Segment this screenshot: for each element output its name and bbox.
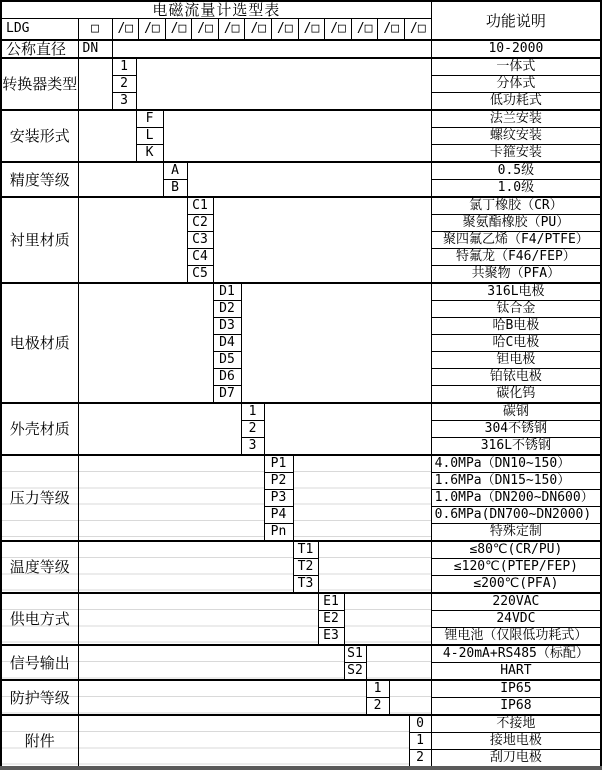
model-slot: /□ xyxy=(219,19,246,39)
option-code-cell: E2 xyxy=(318,611,344,628)
spacer-cell xyxy=(78,110,136,162)
spacer-cell xyxy=(112,40,431,58)
option-code-cell: 1 xyxy=(112,58,136,76)
option-code-cell: D1 xyxy=(213,283,241,301)
option-desc-cell: 0.5级 xyxy=(431,162,601,180)
model-slot: /□ xyxy=(192,19,219,39)
spacer-cell xyxy=(78,680,366,715)
option-code-cell: D6 xyxy=(213,369,241,386)
option-code-cell: 1 xyxy=(241,403,264,421)
option-desc-cell: 4-20mA+RS485（标配） xyxy=(431,645,601,663)
option-desc-cell: 316L电极 xyxy=(431,283,601,301)
option-code-cell: K xyxy=(136,145,163,163)
spacer-cell xyxy=(344,593,431,645)
spacer-cell xyxy=(78,58,112,110)
option-code-cell: 2 xyxy=(112,76,136,93)
option-code-cell: Pn xyxy=(264,524,293,542)
option-code-cell: C2 xyxy=(187,215,213,232)
spacer-cell xyxy=(78,455,264,541)
model-slot: /□ xyxy=(245,19,272,39)
spacer-cell xyxy=(78,541,293,593)
option-code-cell: C3 xyxy=(187,232,213,249)
option-code-cell: D4 xyxy=(213,335,241,352)
option-desc-cell: 铂铱电极 xyxy=(431,369,601,386)
option-desc-cell: 螺纹安装 xyxy=(431,128,601,145)
option-desc-cell: 锂电池（仅限低功耗式） xyxy=(431,628,601,646)
option-code-cell: 2 xyxy=(409,750,431,769)
spacer-cell xyxy=(366,645,431,680)
option-desc-cell: 220VAC xyxy=(431,593,601,611)
option-desc-cell: 卡箍安装 xyxy=(431,145,601,163)
option-desc-cell: IP68 xyxy=(431,698,601,716)
model-prefix: LDG xyxy=(1,19,78,41)
option-desc-cell: 特殊定制 xyxy=(431,524,601,542)
option-desc-cell: 低功耗式 xyxy=(431,93,601,111)
spacer-cell xyxy=(318,541,431,593)
option-desc-cell: IP65 xyxy=(431,680,601,698)
section-label: 转换器类型 xyxy=(1,58,78,110)
option-desc-cell: 304不锈钢 xyxy=(431,421,601,438)
option-desc-cell: 一体式 xyxy=(431,58,601,76)
section-label: 防护等级 xyxy=(1,680,78,715)
option-code-cell: P2 xyxy=(264,473,293,490)
model-slot: /□ xyxy=(139,19,166,39)
option-code-cell: B xyxy=(163,180,187,198)
option-code-cell: E3 xyxy=(318,628,344,646)
option-desc-cell: 1.6MPa（DN15~150） xyxy=(431,473,601,490)
option-code-cell: 3 xyxy=(241,438,264,456)
option-code-cell: C4 xyxy=(187,249,213,266)
model-slot: /□ xyxy=(325,19,352,39)
section-label: 供电方式 xyxy=(1,593,78,645)
option-code-cell: E1 xyxy=(318,593,344,611)
option-code-cell: 2 xyxy=(366,698,389,716)
option-code-cell: T1 xyxy=(293,541,318,559)
option-code-cell: 3 xyxy=(112,93,136,111)
model-slot: /□ xyxy=(113,19,140,39)
option-desc-cell: ≤120℃(PTEP/FEP) xyxy=(431,559,601,576)
option-code-cell: D3 xyxy=(213,318,241,335)
option-desc-cell: 4.0MPa（DN10~150） xyxy=(431,455,601,473)
spacer-cell xyxy=(389,680,431,715)
spacer-cell xyxy=(213,197,431,283)
spacer-cell xyxy=(78,593,318,645)
spacer-cell xyxy=(78,645,344,680)
option-code-cell: 1 xyxy=(409,733,431,750)
option-code-cell: D2 xyxy=(213,301,241,318)
option-desc-cell: 1.0级 xyxy=(431,180,601,198)
option-desc-cell: 特氟龙（F46/FEP） xyxy=(431,249,601,266)
model-first-box: □ xyxy=(78,19,112,41)
option-code-cell: P3 xyxy=(264,490,293,507)
option-desc-cell: 聚四氟乙烯（F4/PTFE） xyxy=(431,232,601,249)
option-code-cell: DN xyxy=(78,40,112,58)
spacer-cell xyxy=(241,283,431,403)
spacer-cell xyxy=(78,715,409,768)
spacer-cell xyxy=(78,403,241,455)
section-label: 衬里材质 xyxy=(1,197,78,283)
option-desc-cell: 氯丁橡胶（CR） xyxy=(431,197,601,215)
model-slots xyxy=(112,19,431,41)
section-label: 安装形式 xyxy=(1,110,78,162)
option-code-cell: T3 xyxy=(293,576,318,594)
option-desc-cell: 不接地 xyxy=(431,715,601,733)
spacer-cell xyxy=(293,455,431,541)
spacer-cell xyxy=(264,403,431,455)
option-desc-cell: 钛合金 xyxy=(431,301,601,318)
option-code-cell: P4 xyxy=(264,507,293,524)
option-code-cell: 1 xyxy=(366,680,389,698)
option-desc-cell: 碳钢 xyxy=(431,403,601,421)
option-code-cell: L xyxy=(136,128,163,145)
page-title: 电磁流量计选型表 xyxy=(1,1,431,19)
spacer-cell xyxy=(78,162,163,197)
function-column-header: 功能说明 xyxy=(431,1,601,40)
spacer-cell xyxy=(78,197,187,283)
option-desc-cell: 10-2000 xyxy=(431,40,601,58)
option-code-cell: 2 xyxy=(241,421,264,438)
option-code-cell: D7 xyxy=(213,386,241,404)
option-desc-cell: 共聚物（PFA） xyxy=(431,266,601,284)
section-label: 附件 xyxy=(1,715,78,768)
option-code-cell: P1 xyxy=(264,455,293,473)
spacer-cell xyxy=(187,162,431,197)
option-code-cell: F xyxy=(136,110,163,128)
section-label: 压力等级 xyxy=(1,455,78,541)
spacer-cell xyxy=(78,283,213,403)
option-desc-cell: ≤80℃(CR/PU) xyxy=(431,541,601,559)
section-label: 精度等级 xyxy=(1,162,78,197)
option-desc-cell: 聚氨酯橡胶（PU） xyxy=(431,215,601,232)
section-label: 外壳材质 xyxy=(1,403,78,455)
option-desc-cell: 钽电极 xyxy=(431,352,601,369)
section-label: 电极材质 xyxy=(1,283,78,403)
option-desc-cell: 分体式 xyxy=(431,76,601,93)
section-label: 信号输出 xyxy=(1,645,78,680)
option-code-cell: A xyxy=(163,162,187,180)
model-slot: /□ xyxy=(352,19,379,39)
option-desc-cell: 哈B电极 xyxy=(431,318,601,335)
option-desc-cell: 哈C电极 xyxy=(431,335,601,352)
option-desc-cell: 接地电极 xyxy=(431,733,601,750)
option-code-cell: S1 xyxy=(344,645,366,663)
option-code-cell: T2 xyxy=(293,559,318,576)
spacer-cell xyxy=(136,58,431,110)
spacer-cell xyxy=(163,110,431,162)
option-desc-cell: 法兰安装 xyxy=(431,110,601,128)
model-slot: /□ xyxy=(166,19,193,39)
option-code-cell: C5 xyxy=(187,266,213,284)
option-desc-cell: HART xyxy=(431,663,601,681)
section-label: 温度等级 xyxy=(1,541,78,593)
option-code-cell: D5 xyxy=(213,352,241,369)
model-slots-wrap xyxy=(113,19,431,39)
option-desc-cell: 刮刀电极 xyxy=(431,750,601,769)
option-desc-cell: ≤200℃(PFA) xyxy=(431,576,601,594)
option-desc-cell: 1.0MPa（DN200~DN600） xyxy=(431,490,601,507)
option-desc-cell: 碳化钨 xyxy=(431,386,601,404)
option-desc-cell: 0.6MPa(DN700~DN2000) xyxy=(431,507,601,524)
section-label: 公称直径 xyxy=(1,40,78,58)
model-slot: /□ xyxy=(299,19,326,39)
option-code-cell: S2 xyxy=(344,663,366,681)
option-code-cell: 0 xyxy=(409,715,431,733)
model-slot: /□ xyxy=(272,19,299,39)
option-code-cell: C1 xyxy=(187,197,213,215)
option-desc-cell: 24VDC xyxy=(431,611,601,628)
option-desc-cell: 316L不锈钢 xyxy=(431,438,601,456)
model-slot: /□ xyxy=(378,19,405,39)
model-slot: /□ xyxy=(410,21,426,36)
